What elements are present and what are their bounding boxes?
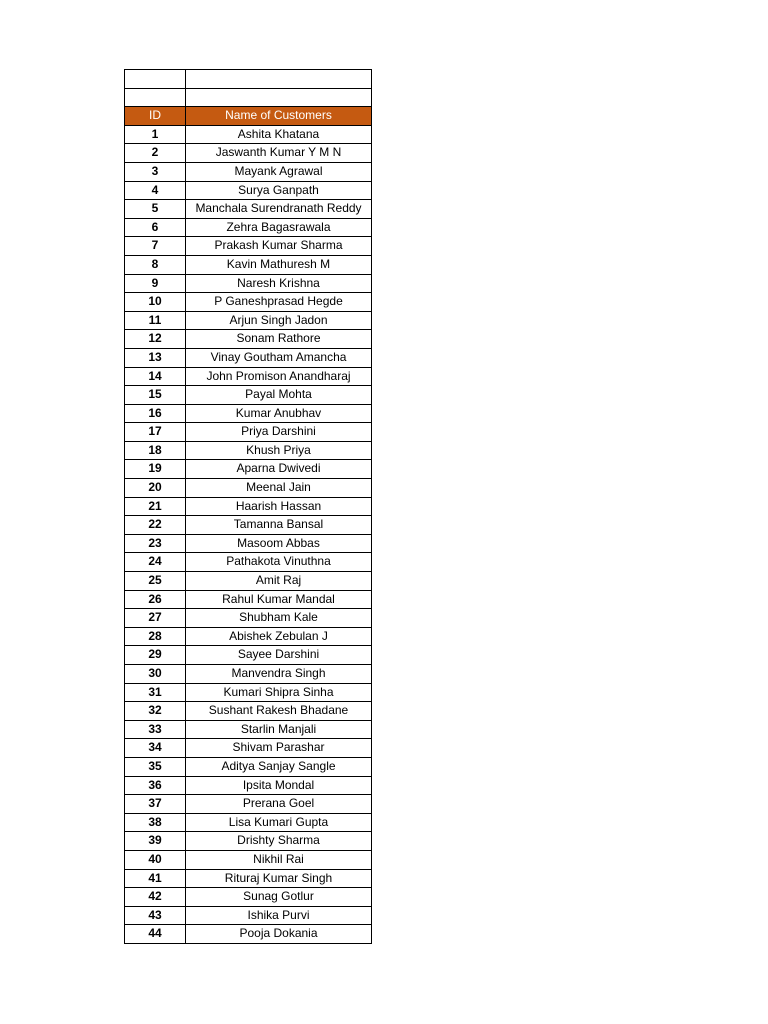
customer-name-cell[interactable]: Priya Darshini (186, 423, 372, 442)
customer-id-cell[interactable]: 26 (125, 590, 186, 609)
table-row (125, 906, 372, 925)
customer-name-cell[interactable]: Nikhil Rai (186, 850, 372, 869)
customer-id-cell[interactable]: 40 (125, 850, 186, 869)
customer-id-cell[interactable]: 29 (125, 646, 186, 665)
table-row (125, 460, 372, 479)
customer-name-cell[interactable]: Starlin Manjali (186, 720, 372, 739)
customer-id-cell[interactable]: 39 (125, 832, 186, 851)
customer-name-cell[interactable]: Aparna Dwivedi (186, 460, 372, 479)
customer-id-cell[interactable]: 6 (125, 218, 186, 237)
table-row (125, 925, 372, 944)
table-row (125, 590, 372, 609)
table-row (125, 181, 372, 200)
customer-id-cell[interactable]: 34 (125, 739, 186, 758)
customer-name-cell[interactable]: Haarish Hassan (186, 497, 372, 516)
table-row (125, 348, 372, 367)
empty-row (125, 70, 372, 89)
table-row (125, 497, 372, 516)
customer-id-cell[interactable]: 1 (125, 125, 186, 144)
customer-id-cell[interactable]: 44 (125, 925, 186, 944)
customer-id-cell[interactable]: 18 (125, 441, 186, 460)
table-row (125, 609, 372, 628)
table-row (125, 330, 372, 349)
customer-id-cell[interactable]: 5 (125, 200, 186, 219)
customer-id-cell[interactable]: 19 (125, 460, 186, 479)
customer-name-cell[interactable]: Surya Ganpath (186, 181, 372, 200)
table-row (125, 311, 372, 330)
customer-name-cell[interactable]: Ishika Purvi (186, 906, 372, 925)
table-row (125, 386, 372, 405)
customer-name-cell[interactable]: Mayank Agrawal (186, 162, 372, 181)
table-row (125, 683, 372, 702)
customer-id-cell[interactable]: 36 (125, 776, 186, 795)
table-row (125, 627, 372, 646)
table-row (125, 572, 372, 591)
table-row (125, 850, 372, 869)
customer-id-cell[interactable]: 3 (125, 162, 186, 181)
customer-id-cell[interactable]: 42 (125, 888, 186, 907)
customer-name-cell[interactable]: Tamanna Bansal (186, 516, 372, 535)
customer-table (124, 69, 372, 944)
customer-name-cell[interactable]: Zehra Bagasrawala (186, 218, 372, 237)
customer-name-cell[interactable]: Arjun Singh Jadon (186, 311, 372, 330)
customer-name-cell[interactable]: Shivam Parashar (186, 739, 372, 758)
customer-id-cell[interactable]: 31 (125, 683, 186, 702)
customer-name-cell[interactable]: Kumar Anubhav (186, 404, 372, 423)
empty-cell[interactable] (186, 70, 372, 89)
table-row (125, 832, 372, 851)
customer-id-cell[interactable]: 25 (125, 572, 186, 591)
customer-name-cell[interactable]: Sayee Darshini (186, 646, 372, 665)
customer-name-cell[interactable]: Drishty Sharma (186, 832, 372, 851)
customer-id-cell[interactable]: 17 (125, 423, 186, 442)
customer-name-cell[interactable]: Pathakota Vinuthna (186, 553, 372, 572)
table-row (125, 162, 372, 181)
table-row (125, 441, 372, 460)
table-row (125, 293, 372, 312)
customer-name-cell[interactable]: Payal Mohta (186, 386, 372, 405)
table-row (125, 795, 372, 814)
header-row (125, 107, 372, 126)
customer-id-cell[interactable]: 22 (125, 516, 186, 535)
table-row (125, 218, 372, 237)
table-row (125, 534, 372, 553)
customer-id-cell[interactable]: 35 (125, 757, 186, 776)
table-row (125, 125, 372, 144)
table-row (125, 813, 372, 832)
customer-name-cell[interactable]: Meenal Jain (186, 479, 372, 498)
empty-cell[interactable] (125, 88, 186, 107)
customer-id-cell[interactable]: 23 (125, 534, 186, 553)
customer-id-cell[interactable]: 21 (125, 497, 186, 516)
customer-name-cell[interactable]: Prakash Kumar Sharma (186, 237, 372, 256)
customer-name-cell[interactable]: Naresh Krishna (186, 274, 372, 293)
table-row (125, 255, 372, 274)
customer-id-cell[interactable]: 16 (125, 404, 186, 423)
empty-cell[interactable] (186, 88, 372, 107)
customer-name-cell[interactable]: Masoom Abbas (186, 534, 372, 553)
customer-id-cell[interactable]: 10 (125, 293, 186, 312)
customer-name-cell[interactable]: Sunag Gotlur (186, 888, 372, 907)
table-row (125, 757, 372, 776)
customer-table-body (125, 70, 372, 944)
customer-id-cell[interactable]: 20 (125, 479, 186, 498)
name-column-header[interactable]: Name of Customers (186, 107, 372, 126)
customer-id-cell[interactable]: 11 (125, 311, 186, 330)
customer-name-cell[interactable]: Khush Priya (186, 441, 372, 460)
customer-name-cell[interactable]: Shubham Kale (186, 609, 372, 628)
table-row (125, 144, 372, 163)
table-row (125, 404, 372, 423)
customer-name-cell[interactable]: Ashita Khatana (186, 125, 372, 144)
table-row (125, 720, 372, 739)
customer-id-cell[interactable]: 14 (125, 367, 186, 386)
table-row (125, 423, 372, 442)
customer-name-cell[interactable]: Kavin Mathuresh M (186, 255, 372, 274)
table-row (125, 869, 372, 888)
customer-id-cell[interactable]: 4 (125, 181, 186, 200)
table-row (125, 367, 372, 386)
table-row (125, 702, 372, 721)
customer-name-cell[interactable]: Sushant Rakesh Bhadane (186, 702, 372, 721)
table-row (125, 553, 372, 572)
customer-id-cell[interactable]: 2 (125, 144, 186, 163)
customer-name-cell[interactable]: John Promison Anandharaj (186, 367, 372, 386)
id-column-header[interactable]: ID (125, 107, 186, 126)
customer-id-cell[interactable]: 24 (125, 553, 186, 572)
customer-name-cell[interactable]: Abishek Zebulan J (186, 627, 372, 646)
customer-id-cell[interactable]: 13 (125, 348, 186, 367)
table-row (125, 776, 372, 795)
customer-name-cell[interactable]: Sonam Rathore (186, 330, 372, 349)
customer-id-cell[interactable]: 33 (125, 720, 186, 739)
customer-name-cell[interactable]: Manchala Surendranath Reddy (186, 200, 372, 219)
customer-id-cell[interactable]: 15 (125, 386, 186, 405)
customer-name-cell[interactable]: Vinay Goutham Amancha (186, 348, 372, 367)
customer-name-cell[interactable]: Manvendra Singh (186, 665, 372, 684)
customer-id-cell[interactable]: 12 (125, 330, 186, 349)
table-row (125, 479, 372, 498)
customer-name-cell[interactable]: Ipsita Mondal (186, 776, 372, 795)
customer-name-cell[interactable]: Pooja Dokania (186, 925, 372, 944)
empty-row (125, 88, 372, 107)
customer-id-cell[interactable]: 30 (125, 665, 186, 684)
customer-name-cell[interactable]: Jaswanth Kumar Y M N (186, 144, 372, 163)
table-row (125, 665, 372, 684)
customer-name-cell[interactable]: Aditya Sanjay Sangle (186, 757, 372, 776)
customer-id-cell[interactable]: 41 (125, 869, 186, 888)
table-row (125, 274, 372, 293)
customer-id-cell[interactable]: 32 (125, 702, 186, 721)
table-row (125, 200, 372, 219)
customer-name-cell[interactable]: Lisa Kumari Gupta (186, 813, 372, 832)
customer-id-cell[interactable]: 9 (125, 274, 186, 293)
customer-id-cell[interactable]: 38 (125, 813, 186, 832)
customer-id-cell[interactable]: 8 (125, 255, 186, 274)
table-row (125, 646, 372, 665)
table-row (125, 237, 372, 256)
table-row (125, 516, 372, 535)
customer-name-cell[interactable]: Rituraj Kumar Singh (186, 869, 372, 888)
customer-name-cell[interactable]: Kumari Shipra Sinha (186, 683, 372, 702)
customer-name-cell[interactable]: Prerana Goel (186, 795, 372, 814)
customer-name-cell[interactable]: Rahul Kumar Mandal (186, 590, 372, 609)
customer-id-cell[interactable]: 28 (125, 627, 186, 646)
customer-id-cell[interactable]: 37 (125, 795, 186, 814)
customer-id-cell[interactable]: 43 (125, 906, 186, 925)
empty-cell[interactable] (125, 70, 186, 89)
customer-name-cell[interactable]: Amit Raj (186, 572, 372, 591)
table-row (125, 739, 372, 758)
customer-name-cell[interactable]: P Ganeshprasad Hegde (186, 293, 372, 312)
customer-id-cell[interactable]: 7 (125, 237, 186, 256)
table-row (125, 888, 372, 907)
customer-id-cell[interactable]: 27 (125, 609, 186, 628)
